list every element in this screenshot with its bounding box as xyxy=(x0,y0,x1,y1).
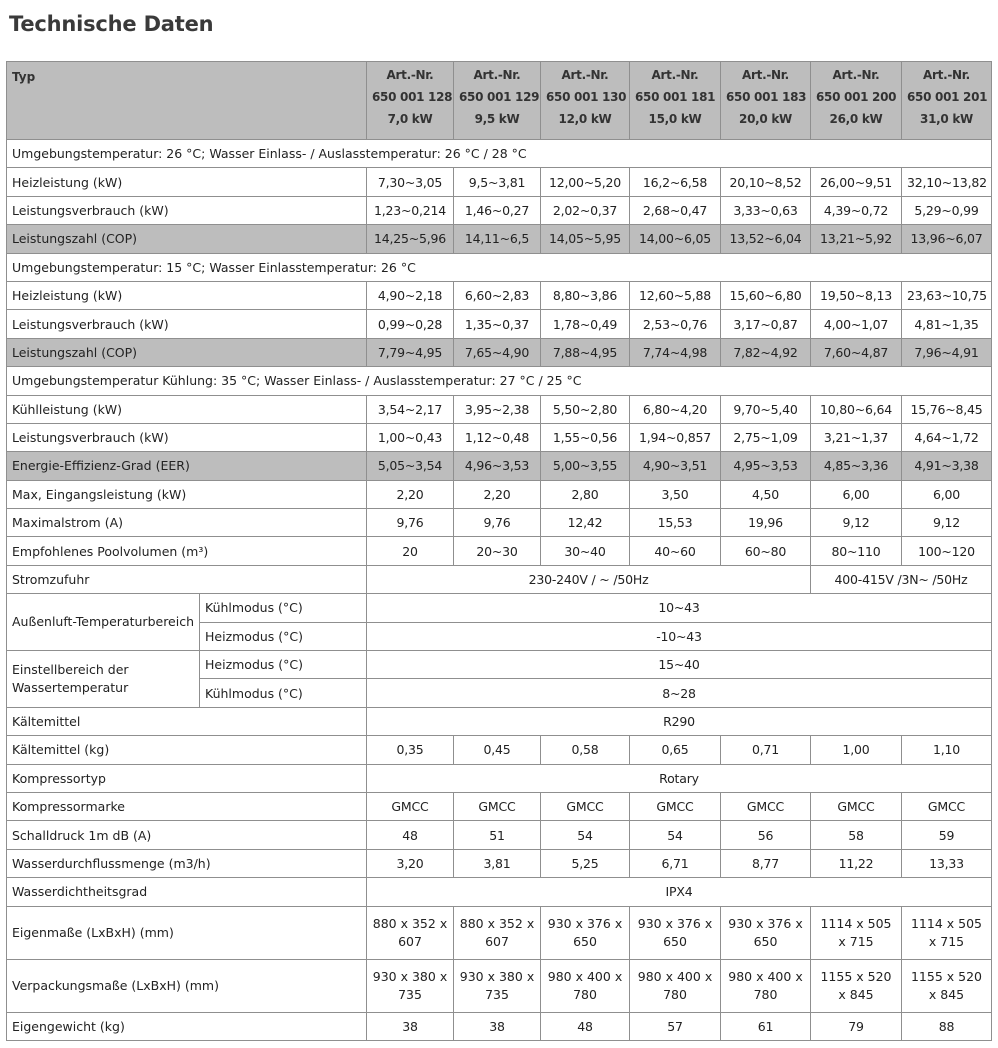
specs-table xyxy=(6,61,992,1041)
row-value: 5,50~2,80 xyxy=(541,395,630,423)
page-title: Technische Daten xyxy=(9,12,214,36)
section-label: Umgebungstemperatur Kühlung: 35 °C; Wasser Einlass- / Auslasstemperatur: 27 °C / 25 °C xyxy=(7,367,992,395)
row-value: 79 xyxy=(811,1012,902,1040)
row-value: 26,00~9,51 xyxy=(811,168,902,196)
row-value: 61 xyxy=(721,1012,811,1040)
table-row xyxy=(7,281,992,309)
row-value: 60~80 xyxy=(721,537,811,565)
row-value: 400-415V /3N~ /50Hz xyxy=(811,565,992,593)
row-value: 13,33 xyxy=(902,849,992,877)
table-row xyxy=(7,736,992,764)
row-value: 1,00 xyxy=(811,736,902,764)
row-value: 4,85~3,36 xyxy=(811,452,902,480)
row-value: 59 xyxy=(902,821,992,849)
row-value: 980 x 400 x 780 xyxy=(721,959,811,1012)
row-label: Leistungszahl (COP) xyxy=(7,338,367,366)
row-value: 3,81 xyxy=(454,849,541,877)
header-nr: 650 001 200 xyxy=(816,90,897,104)
row-label: Leistungsverbrauch (kW) xyxy=(7,423,367,451)
row-label: Leistungsverbrauch (kW) xyxy=(7,310,367,338)
header-column xyxy=(367,62,454,140)
header-column xyxy=(811,62,902,140)
row-label: Kühlmodus (°C) xyxy=(200,594,367,622)
row-value: 19,96 xyxy=(721,509,811,537)
row-value: 6,00 xyxy=(811,480,902,508)
row-value: GMCC xyxy=(902,792,992,820)
header-nr: 650 001 128 xyxy=(372,90,453,104)
row-value: 14,11~6,5 xyxy=(454,225,541,253)
row-value: 3,21~1,37 xyxy=(811,423,902,451)
header-art: Art.-Nr. xyxy=(386,68,434,82)
header-nr: 650 001 201 xyxy=(907,90,988,104)
row-value: 4,50 xyxy=(721,480,811,508)
row-label: Wasserdichtheitsgrad xyxy=(7,878,367,906)
row-value: 19,50~8,13 xyxy=(811,281,902,309)
row-value: 4,91~3,38 xyxy=(902,452,992,480)
row-label: Leistungsverbrauch (kW) xyxy=(7,196,367,224)
header-art: Art.-Nr. xyxy=(473,68,521,82)
row-value: 0,71 xyxy=(721,736,811,764)
table-row xyxy=(7,452,992,480)
row-value: GMCC xyxy=(454,792,541,820)
row-value: 880 x 352 x 607 xyxy=(454,906,541,959)
table-row xyxy=(7,225,992,253)
row-value: 1,35~0,37 xyxy=(454,310,541,338)
row-value: 15,76~8,45 xyxy=(902,395,992,423)
group-label: Außenluft-Temperaturbereich xyxy=(7,594,200,651)
row-value: 980 x 400 x 780 xyxy=(541,959,630,1012)
row-value: 54 xyxy=(630,821,721,849)
row-value: 40~60 xyxy=(630,537,721,565)
row-value: IPX4 xyxy=(367,878,992,906)
row-value: 20 xyxy=(367,537,454,565)
row-value: 1,10 xyxy=(902,736,992,764)
row-value: 11,22 xyxy=(811,849,902,877)
row-value: 4,81~1,35 xyxy=(902,310,992,338)
row-value: 23,63~10,75 xyxy=(902,281,992,309)
row-value: 15,60~6,80 xyxy=(721,281,811,309)
table-row xyxy=(7,537,992,565)
row-value: GMCC xyxy=(541,792,630,820)
table-row xyxy=(7,707,992,735)
header-nr: 650 001 183 xyxy=(726,90,807,104)
row-value: Rotary xyxy=(367,764,992,792)
table-row xyxy=(7,878,992,906)
row-label: Maximalstrom (A) xyxy=(7,509,367,537)
row-value: 10~43 xyxy=(367,594,992,622)
row-value: 7,74~4,98 xyxy=(630,338,721,366)
header-nr: 650 001 129 xyxy=(459,90,540,104)
row-value: 6,71 xyxy=(630,849,721,877)
row-value: 16,2~6,58 xyxy=(630,168,721,196)
row-value: 1155 x 520 x 845 xyxy=(811,959,902,1012)
table-row xyxy=(7,310,992,338)
section-row xyxy=(7,367,992,395)
row-value: 1,55~0,56 xyxy=(541,423,630,451)
row-value: 3,50 xyxy=(630,480,721,508)
row-value: 9,76 xyxy=(454,509,541,537)
table-row xyxy=(7,594,992,622)
row-value: 1,94~0,857 xyxy=(630,423,721,451)
row-value: 8,80~3,86 xyxy=(541,281,630,309)
header-kw: 7,0 kW xyxy=(387,112,433,126)
row-value: 10,80~6,64 xyxy=(811,395,902,423)
table-row xyxy=(7,959,992,1012)
row-value: 9,70~5,40 xyxy=(721,395,811,423)
row-value: 12,42 xyxy=(541,509,630,537)
row-value: 1114 x 505 x 715 xyxy=(811,906,902,959)
row-value: 15,53 xyxy=(630,509,721,537)
row-value: 14,00~6,05 xyxy=(630,225,721,253)
row-value: 14,25~5,96 xyxy=(367,225,454,253)
row-value: 12,60~5,88 xyxy=(630,281,721,309)
row-value: 30~40 xyxy=(541,537,630,565)
row-value: 2,02~0,37 xyxy=(541,196,630,224)
section-row xyxy=(7,253,992,281)
row-value: 0,45 xyxy=(454,736,541,764)
row-value: 51 xyxy=(454,821,541,849)
row-value: 1,46~0,27 xyxy=(454,196,541,224)
row-value: 1114 x 505 x 715 xyxy=(902,906,992,959)
row-value: GMCC xyxy=(721,792,811,820)
row-value: 8,77 xyxy=(721,849,811,877)
table-row xyxy=(7,480,992,508)
row-value: 5,05~3,54 xyxy=(367,452,454,480)
row-label: Heizleistung (kW) xyxy=(7,281,367,309)
row-value: 8~28 xyxy=(367,679,992,707)
row-value: 930 x 376 x 650 xyxy=(721,906,811,959)
header-art: Art.-Nr. xyxy=(742,68,789,82)
row-value: 0,99~0,28 xyxy=(367,310,454,338)
row-value: 54 xyxy=(541,821,630,849)
row-value: 880 x 352 x 607 xyxy=(367,906,454,959)
header-kw: 31,0 kW xyxy=(920,112,973,126)
row-value: 9,12 xyxy=(902,509,992,537)
row-label: Heizmodus (°C) xyxy=(200,622,367,650)
row-value: -10~43 xyxy=(367,622,992,650)
row-value: 9,76 xyxy=(367,509,454,537)
header-row xyxy=(7,62,992,140)
row-value: 1,00~0,43 xyxy=(367,423,454,451)
row-value: R290 xyxy=(367,707,992,735)
section-label: Umgebungstemperatur: 15 °C; Wasser Einlasstemperatur: 26 °C xyxy=(7,253,992,281)
row-value: 7,82~4,92 xyxy=(721,338,811,366)
row-label: Kühlmodus (°C) xyxy=(200,679,367,707)
row-value: 100~120 xyxy=(902,537,992,565)
row-value: 4,90~2,18 xyxy=(367,281,454,309)
row-label: Energie-Effizienz-Grad (EER) xyxy=(7,452,367,480)
row-value: 1,78~0,49 xyxy=(541,310,630,338)
row-value: 5,29~0,99 xyxy=(902,196,992,224)
section-row xyxy=(7,140,992,168)
row-value: 4,64~1,72 xyxy=(902,423,992,451)
row-label: Leistungszahl (COP) xyxy=(7,225,367,253)
row-value: GMCC xyxy=(367,792,454,820)
row-value: 32,10~13,82 xyxy=(902,168,992,196)
row-label: Eigengewicht (kg) xyxy=(7,1012,367,1040)
row-label: Verpackungsmaße (LxBxH) (mm) xyxy=(7,959,367,1012)
row-value: 58 xyxy=(811,821,902,849)
table-row xyxy=(7,509,992,537)
row-value: 7,88~4,95 xyxy=(541,338,630,366)
row-value: 20,10~8,52 xyxy=(721,168,811,196)
table-row xyxy=(7,395,992,423)
row-value: 14,05~5,95 xyxy=(541,225,630,253)
row-value: 9,5~3,81 xyxy=(454,168,541,196)
row-value: 48 xyxy=(367,821,454,849)
row-value: 3,54~2,17 xyxy=(367,395,454,423)
header-column xyxy=(902,62,992,140)
table-row xyxy=(7,792,992,820)
table-row xyxy=(7,338,992,366)
row-value: 6,60~2,83 xyxy=(454,281,541,309)
row-label: Kältemittel xyxy=(7,707,367,735)
row-value: 2,75~1,09 xyxy=(721,423,811,451)
row-value: 0,35 xyxy=(367,736,454,764)
row-value: 930 x 376 x 650 xyxy=(541,906,630,959)
row-label: Eigenmaße (LxBxH) (mm) xyxy=(7,906,367,959)
row-value: 56 xyxy=(721,821,811,849)
row-label: Empfohlenes Poolvolumen (m³) xyxy=(7,537,367,565)
row-value: 2,53~0,76 xyxy=(630,310,721,338)
row-value: 3,17~0,87 xyxy=(721,310,811,338)
table-row xyxy=(7,168,992,196)
row-value: 7,65~4,90 xyxy=(454,338,541,366)
row-value: 12,00~5,20 xyxy=(541,168,630,196)
header-nr: 650 001 130 xyxy=(546,90,627,104)
row-value: 13,21~5,92 xyxy=(811,225,902,253)
row-label: Kühlleistung (kW) xyxy=(7,395,367,423)
header-nr: 650 001 181 xyxy=(635,90,716,104)
row-label: Kältemittel (kg) xyxy=(7,736,367,764)
row-value: 4,96~3,53 xyxy=(454,452,541,480)
row-value: 4,00~1,07 xyxy=(811,310,902,338)
row-value: 7,96~4,91 xyxy=(902,338,992,366)
row-value: 3,33~0,63 xyxy=(721,196,811,224)
header-art: Art.-Nr. xyxy=(651,68,699,82)
row-value: 5,00~3,55 xyxy=(541,452,630,480)
header-art: Art.-Nr. xyxy=(561,68,609,82)
row-value: 1155 x 520 x 845 xyxy=(902,959,992,1012)
table-row xyxy=(7,651,992,679)
row-value: 7,30~3,05 xyxy=(367,168,454,196)
header-kw: 15,0 kW xyxy=(648,112,702,126)
row-value: 930 x 380 x 735 xyxy=(454,959,541,1012)
row-value: 930 x 380 x 735 xyxy=(367,959,454,1012)
row-value: 980 x 400 x 780 xyxy=(630,959,721,1012)
header-column xyxy=(541,62,630,140)
row-value: 1,23~0,214 xyxy=(367,196,454,224)
row-value: 0,58 xyxy=(541,736,630,764)
header-kw: 9,5 kW xyxy=(474,112,520,126)
table-row xyxy=(7,849,992,877)
group-label: Einstellbereich der Wassertemperatur xyxy=(7,651,200,708)
row-label: Kompressormarke xyxy=(7,792,367,820)
row-value: 6,00 xyxy=(902,480,992,508)
row-label: Kompressortyp xyxy=(7,764,367,792)
row-value: 1,12~0,48 xyxy=(454,423,541,451)
table-row xyxy=(7,196,992,224)
table-row xyxy=(7,906,992,959)
row-label: Max, Eingangsleistung (kW) xyxy=(7,480,367,508)
row-value: 38 xyxy=(454,1012,541,1040)
row-value: 20~30 xyxy=(454,537,541,565)
row-value: 13,52~6,04 xyxy=(721,225,811,253)
row-value: 80~110 xyxy=(811,537,902,565)
row-value: 57 xyxy=(630,1012,721,1040)
table-row xyxy=(7,565,992,593)
row-value: 88 xyxy=(902,1012,992,1040)
header-kw: 26,0 kW xyxy=(829,112,883,126)
row-label: Wasserdurchflussmenge (m3/h) xyxy=(7,849,367,877)
header-art: Art.-Nr. xyxy=(832,68,880,82)
row-value: 2,68~0,47 xyxy=(630,196,721,224)
header-typ: Typ xyxy=(7,62,367,140)
row-value: 3,20 xyxy=(367,849,454,877)
row-label: Stromzufuhr xyxy=(7,565,367,593)
row-value: 7,79~4,95 xyxy=(367,338,454,366)
row-value: 2,20 xyxy=(454,480,541,508)
row-value: 48 xyxy=(541,1012,630,1040)
row-value: 0,65 xyxy=(630,736,721,764)
header-column xyxy=(721,62,811,140)
header-column xyxy=(630,62,721,140)
row-value: 3,95~2,38 xyxy=(454,395,541,423)
row-value: 4,90~3,51 xyxy=(630,452,721,480)
row-value: 2,80 xyxy=(541,480,630,508)
header-kw: 12,0 kW xyxy=(558,112,612,126)
header-kw: 20,0 kW xyxy=(739,112,792,126)
row-value: 5,25 xyxy=(541,849,630,877)
row-value: 15~40 xyxy=(367,651,992,679)
row-label: Heizmodus (°C) xyxy=(200,651,367,679)
header-art: Art.-Nr. xyxy=(923,68,970,82)
row-value: 38 xyxy=(367,1012,454,1040)
header-column xyxy=(454,62,541,140)
table-row xyxy=(7,1012,992,1040)
row-value: 6,80~4,20 xyxy=(630,395,721,423)
row-label: Schalldruck 1m dB (A) xyxy=(7,821,367,849)
row-value: 2,20 xyxy=(367,480,454,508)
row-value: 4,39~0,72 xyxy=(811,196,902,224)
row-value: 930 x 376 x 650 xyxy=(630,906,721,959)
row-value: 4,95~3,53 xyxy=(721,452,811,480)
table-row xyxy=(7,764,992,792)
row-value: GMCC xyxy=(811,792,902,820)
section-label: Umgebungstemperatur: 26 °C; Wasser Einlass- / Auslasstemperatur: 26 °C / 28 °C xyxy=(7,140,992,168)
row-value: 230-240V / ~ /50Hz xyxy=(367,565,811,593)
row-value: 13,96~6,07 xyxy=(902,225,992,253)
table-row xyxy=(7,423,992,451)
row-label: Heizleistung (kW) xyxy=(7,168,367,196)
row-value: 7,60~4,87 xyxy=(811,338,902,366)
table-row xyxy=(7,821,992,849)
row-value: GMCC xyxy=(630,792,721,820)
row-value: 9,12 xyxy=(811,509,902,537)
